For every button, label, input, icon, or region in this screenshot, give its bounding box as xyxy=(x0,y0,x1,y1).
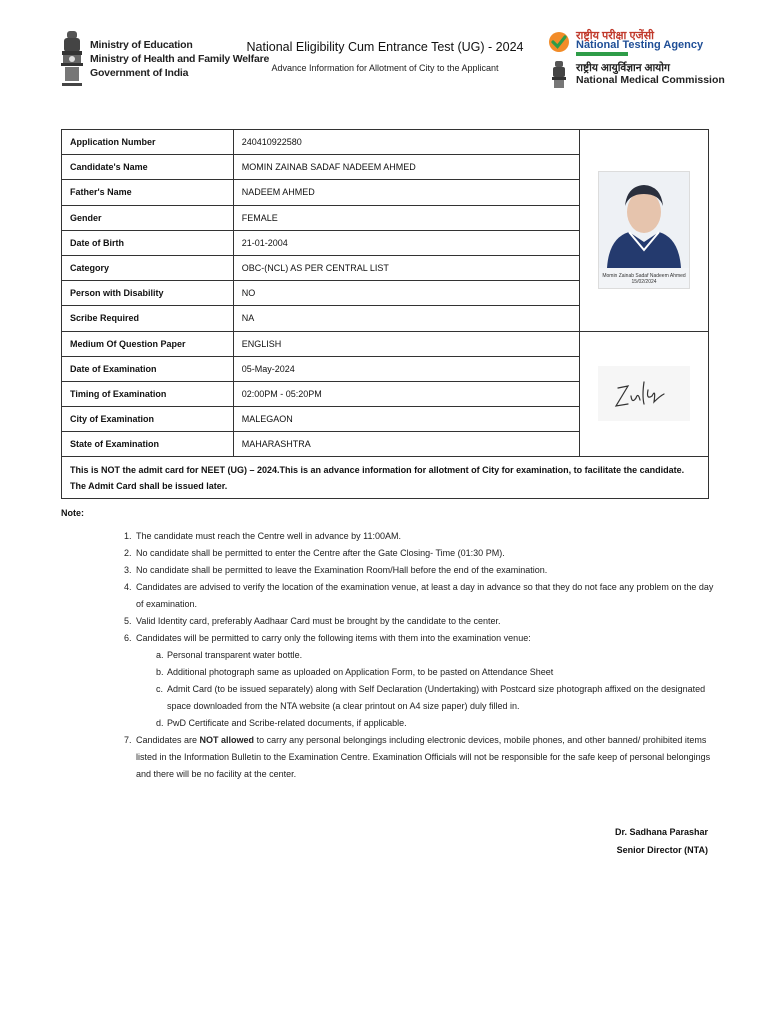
field-value: MOMIN ZAINAB SADAF NADEEM AHMED xyxy=(233,155,579,180)
field-value: OBC-(NCL) AS PER CENTRAL LIST xyxy=(233,255,579,280)
field-label: City of Examination xyxy=(62,407,234,432)
note-text: Candidates are advised to verify the location of the examination venue, at least a day in advance so that they do not face any problem on the day of examination. xyxy=(136,582,714,609)
subnote-text: Additional photograph same as uploaded on Application Form, to be pasted on Attendance Sheet xyxy=(167,667,554,677)
list-item: 2. No candidate shall be permitted to enter the Centre after the Gate Closing- Time (01:30 PM). xyxy=(124,548,505,558)
note-emphasis: NOT allowed xyxy=(199,735,255,745)
nta-name: National Testing Agency xyxy=(576,39,704,51)
document-title-block xyxy=(230,40,540,73)
list-item: 6. Candidates will be permitted to carry only the following items with them into the examination venue: xyxy=(124,633,531,643)
candidate-portrait-icon xyxy=(599,172,689,268)
field-value: FEMALE xyxy=(233,205,579,230)
photo-caption-name: Momin Zainab Sadaf Nadeem Ahmed xyxy=(602,273,686,280)
field-label: Scribe Required xyxy=(62,306,234,331)
nmc-emblem-icon xyxy=(550,60,568,90)
notes-list xyxy=(124,528,714,783)
field-label: Date of Birth xyxy=(62,230,234,255)
field-label: Candidate's Name xyxy=(62,155,234,180)
list-subitem: d. PwD Certificate and Scribe-related documents, if applicable. xyxy=(156,718,407,728)
signatory-block xyxy=(615,823,708,859)
field-value: 21-01-2004 xyxy=(233,230,579,255)
ministry-logo-block xyxy=(58,29,270,91)
field-value: MAHARASHTRA xyxy=(233,432,579,457)
table-row xyxy=(62,331,709,356)
field-label: Gender xyxy=(62,205,234,230)
candidate-info-table xyxy=(61,129,709,499)
field-value: ENGLISH xyxy=(233,331,579,356)
nmc-hindi-name: राष्ट्रीय आयुर्विज्ञान आयोग xyxy=(576,62,670,74)
list-subitem: c. Admit Card (to be issued separately) along with Self Declaration (Undertaking) with Postcard size photograph affixed on the designated space downloaded from the NTA website (a clear printout on A4 size paper) duly filled in. xyxy=(156,684,706,711)
list-item: 7. Candidates are NOT allowed to carry any personal belongings including electronic devices, mobile phones, and other banned/ prohibited items listed in the Information Bulletin to the Examination Centre. Examination Officials will not be responsible for the safe keep of personal belongings and there will be no facility at the center. xyxy=(124,735,711,779)
field-value: NO xyxy=(233,281,579,306)
signatory-designation: Senior Director (NTA) xyxy=(616,845,708,855)
note-text: Valid Identity card, preferably Aadhaar Card must be brought by the candidate to the center. xyxy=(136,616,501,626)
field-value: NADEEM AHMED xyxy=(233,180,579,205)
ministry-line-2: Ministry of Health and Family Welfare xyxy=(90,53,270,65)
table-row xyxy=(62,130,709,155)
field-label: Timing of Examination xyxy=(62,381,234,406)
national-emblem-icon xyxy=(58,29,86,89)
list-subitem: b. Additional photograph same as uploaded on Application Form, to be pasted on Attendance Sheet xyxy=(156,667,554,677)
photo-cell xyxy=(580,130,709,332)
nmc-name: National Medical Commission xyxy=(576,74,725,86)
signature-cell xyxy=(580,331,709,457)
field-value: 240410922580 xyxy=(233,130,579,155)
list-item: 1. The candidate must reach the Centre well in advance by 11:00AM. xyxy=(124,531,401,541)
field-label: Medium Of Question Paper xyxy=(62,331,234,356)
nta-tagline-bar xyxy=(576,52,628,56)
document-title: National Eligibility Cum Entrance Test (UG) - 2024 xyxy=(246,40,524,54)
field-label: State of Examination xyxy=(62,432,234,457)
field-label: Father's Name xyxy=(62,180,234,205)
document-subtitle: Advance Information for Allotment of City to the Applicant xyxy=(271,63,499,73)
note-text: Candidates will be permitted to carry only the following items with them into the examination venue: xyxy=(136,633,531,643)
not-admit-card-notice: This is NOT the admit card for NEET (UG) – 2024.This is an advance information for allotment of City for examination, to facilitate the candidate. The Admit Card shall be issued later. xyxy=(62,457,709,499)
list-subitem: a. Personal transparent water bottle. xyxy=(156,650,303,660)
ministry-line-3: Government of India xyxy=(90,67,189,79)
subnote-text: Admit Card (to be issued separately) along with Self Declaration (Undertaking) with Postcard size photograph affixed on the designated space downloaded from the NTA website (a clear printout on A4 size paper) duly filled in. xyxy=(167,684,706,711)
notes-heading: Note: xyxy=(61,508,84,518)
agency-logo-block xyxy=(546,28,726,92)
photo-caption xyxy=(599,273,689,285)
candidate-photo xyxy=(598,171,690,289)
field-value: 05-May-2024 xyxy=(233,356,579,381)
signatory-name: Dr. Sadhana Parashar xyxy=(614,827,708,837)
field-value: 02:00PM - 05:20PM xyxy=(233,381,579,406)
field-label: Category xyxy=(62,255,234,280)
nta-hindi-name: राष्ट्रीय परीक्षा एजेंसी xyxy=(576,30,654,42)
nta-check-logo-icon xyxy=(548,31,570,53)
subnote-text: Personal transparent water bottle. xyxy=(167,650,303,660)
field-label: Application Number xyxy=(62,130,234,155)
list-item: 3. No candidate shall be permitted to leave the Examination Room/Hall before the end of the examination. xyxy=(124,565,548,575)
field-value: MALEGAON xyxy=(233,407,579,432)
list-item: 4. Candidates are advised to verify the location of the examination venue, at least a day in advance so that they do not face any problem on the day of examination. xyxy=(124,582,714,609)
field-label: Person with Disability xyxy=(62,281,234,306)
field-value: NA xyxy=(233,306,579,331)
photo-caption-date: 15/02/2024 xyxy=(631,279,657,286)
field-label: Date of Examination xyxy=(62,356,234,381)
note-text-rest: to carry any personal belongings including electronic devices, mobile phones, and other banned/ prohibited items listed in the Information Bulletin to the Examination Centre. Examination Officials will not be responsible for the safe keep of personal belongings and there will be no facility at the center. xyxy=(136,735,711,779)
list-item: 5. Valid Identity card, preferably Aadhaar Card must be brought by the candidate to the center. xyxy=(124,616,501,626)
table-row xyxy=(62,457,709,499)
note-text-prefix: Candidates are xyxy=(136,735,200,745)
subnote-text: PwD Certificate and Scribe-related documents, if applicable. xyxy=(167,718,407,728)
note-text: No candidate shall be permitted to enter the Centre after the Gate Closing- Time (01:30 PM). xyxy=(136,548,505,558)
note-text: No candidate shall be permitted to leave the Examination Room/Hall before the end of the examination. xyxy=(136,565,548,575)
note-text: The candidate must reach the Centre well in advance by 11:00AM. xyxy=(136,531,401,541)
ministry-line-1: Ministry of Education xyxy=(90,39,193,51)
candidate-signature xyxy=(598,366,690,421)
signature-scribble-icon xyxy=(598,366,690,421)
